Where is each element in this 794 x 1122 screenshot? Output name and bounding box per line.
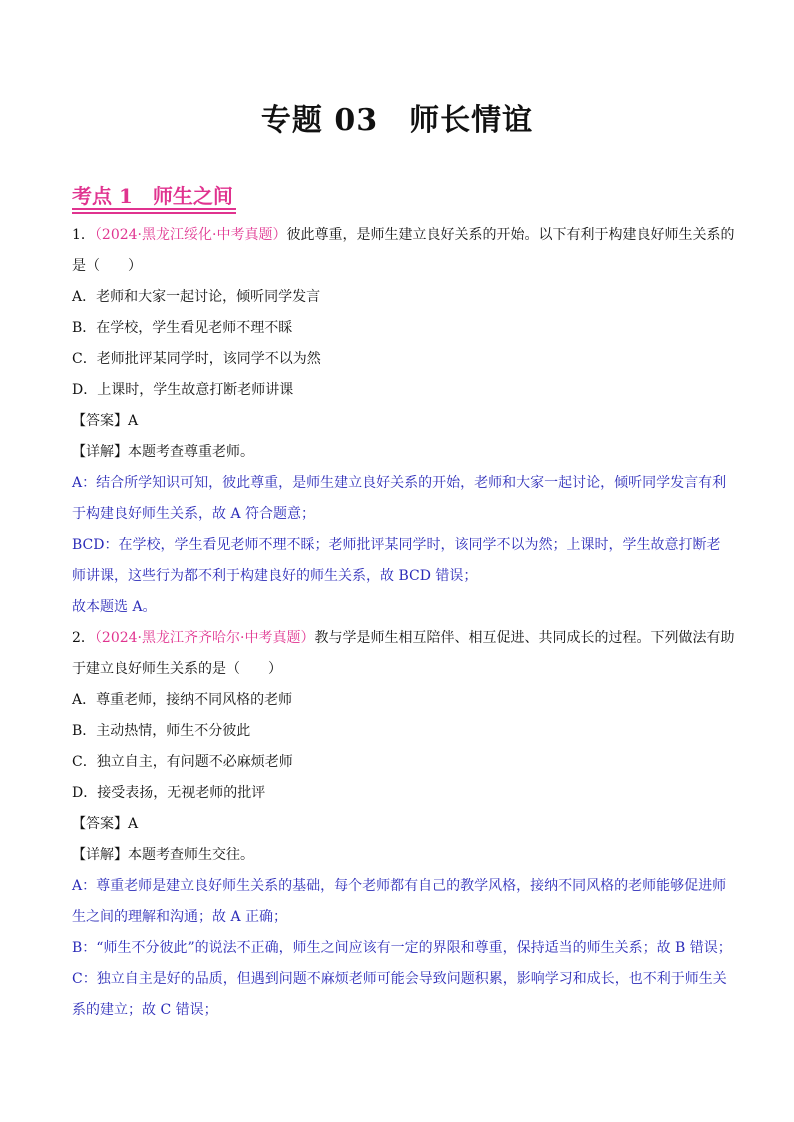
detail-line <box>72 437 726 468</box>
answer-value: A <box>128 413 139 429</box>
section-underline-top <box>72 208 236 210</box>
detail-label: 【详解】 <box>72 444 128 460</box>
analysis-line: A：尊重老师是建立良好师生关系的基础，每个老师都有自己的教学风格，接纳不同风格的老师能够促进师 <box>72 878 727 894</box>
option-b: B．主动热情，师生不分彼此 <box>72 723 251 739</box>
detail-text: 本题考查尊重老师。 <box>128 444 254 460</box>
option-d: D．上课时，学生故意打断老师讲课 <box>72 382 294 398</box>
question-stem-continued: 是（ ） <box>72 258 142 274</box>
question-source: （2024·黑龙江齐齐哈尔·中考真题） <box>94 630 315 646</box>
question-1 <box>72 220 735 623</box>
question-stem-text: 彼此尊重，是师生建立良好关系的开始。以下有利于构建良好师生关系的 <box>286 227 735 243</box>
question-stem-text: 教与学是师生相互陪伴、相互促进、共同成长的过程。下列做法有助 <box>314 630 735 646</box>
analysis-line: BCD：在学校，学生看见老师不理不睬；老师批评某同学时，该同学不以为然；上课时，学生故意打断老 <box>72 537 721 553</box>
section-heading: 考点 1 师生之间 <box>72 184 233 208</box>
option-c: C．独立自主，有问题不必麻烦老师 <box>72 754 293 770</box>
detail-line <box>72 840 726 871</box>
question-number: 1． <box>72 227 95 243</box>
question-2 <box>72 623 735 1026</box>
section-underline-bottom <box>72 212 236 214</box>
answer-line <box>72 406 726 437</box>
analysis-line: 系的建立；故 C 错误； <box>72 1002 218 1018</box>
question-number: 2． <box>72 630 95 646</box>
answer-line <box>72 809 726 840</box>
detail-label: 【详解】 <box>72 847 128 863</box>
answer-label: 【答案】 <box>72 816 128 832</box>
option-d: D．接受表扬，无视老师的批评 <box>72 785 266 801</box>
analysis-line: 生之间的理解和沟通；故 A 正确； <box>72 909 288 925</box>
question-stem <box>72 220 735 251</box>
question-stem-continued: 于建立良好师生关系的是（ ） <box>72 661 282 677</box>
question-stem <box>72 623 735 654</box>
question-source: （2024·黑龙江绥化·中考真题） <box>94 227 287 243</box>
analysis-line: 于构建良好师生关系，故 A 符合题意； <box>72 506 316 522</box>
detail-text: 本题考查师生交往。 <box>128 847 254 863</box>
analysis-line: B：“师生不分彼此”的说法不正确，师生之间应该有一定的界限和尊重，保持适当的师生关系；故 B 错误； <box>72 940 732 956</box>
option-a: A．老师和大家一起讨论，倾听同学发言 <box>72 289 321 305</box>
analysis-line: 师讲课，这些行为都不利于构建良好的师生关系，故 BCD 错误； <box>72 568 478 584</box>
page-title: 专题 03 师长情谊 <box>260 103 534 138</box>
analysis-line: A：结合所学知识可知，彼此尊重，是师生建立良好关系的开始，老师和大家一起讨论，倾听同学发言有利 <box>72 475 727 491</box>
analysis-line: C：独立自主是好的品质，但遇到问题不麻烦老师可能会导致问题积累，影响学习和成长，也不利于师生关 <box>72 971 727 987</box>
option-b: B．在学校，学生看见老师不理不睬 <box>72 320 293 336</box>
option-a: A．尊重老师，接纳不同风格的老师 <box>72 692 293 708</box>
question-list <box>72 220 735 1026</box>
answer-label: 【答案】 <box>72 413 128 429</box>
option-c: C．老师批评某同学时，该同学不以为然 <box>72 351 321 367</box>
analysis-line: 故本题选 A。 <box>72 599 157 615</box>
answer-value: A <box>128 816 139 832</box>
